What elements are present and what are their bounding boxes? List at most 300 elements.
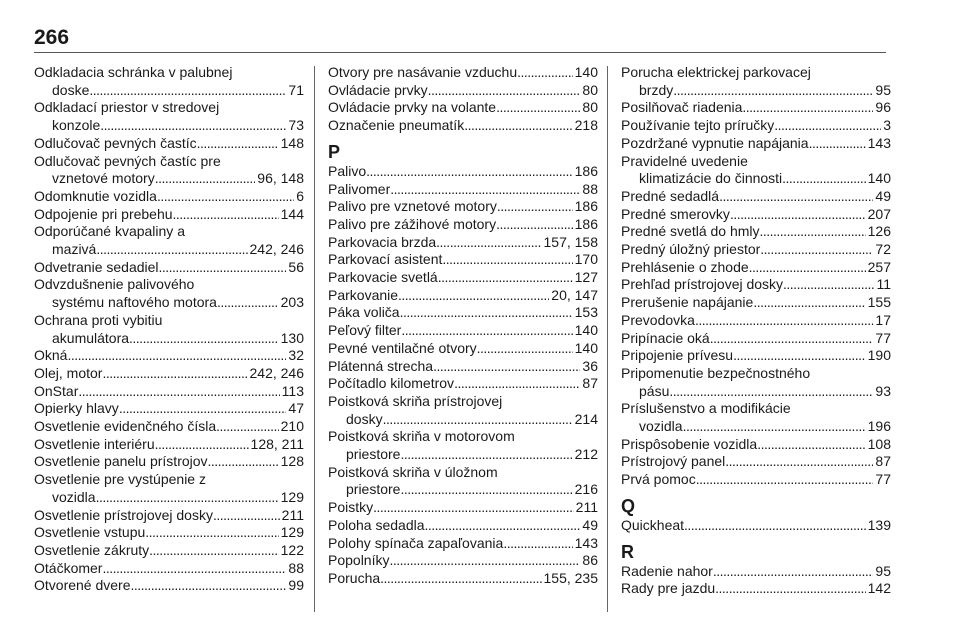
index-entry-term: Popolníky bbox=[328, 552, 390, 569]
index-letter-heading: R bbox=[621, 541, 634, 562]
index-entry-pages: 127 bbox=[574, 269, 598, 286]
index-entry bbox=[328, 358, 598, 376]
index-entry-term: Ovládacie prvky na volante bbox=[328, 99, 497, 116]
index-entry-pages: 210 bbox=[280, 418, 304, 435]
dot-leader bbox=[438, 269, 573, 287]
index-entry-term: Parkovací asistent bbox=[328, 251, 443, 268]
dot-leader bbox=[155, 436, 249, 454]
index-entry-pages: 77 bbox=[875, 471, 891, 488]
index-entry bbox=[34, 188, 304, 206]
index-entry bbox=[328, 552, 598, 570]
index-entry bbox=[328, 393, 598, 428]
index-entry-term: Počítadlo kilometrov bbox=[328, 375, 455, 392]
index-entry-text: Odporúčané kvapaliny a bbox=[34, 223, 185, 240]
index-entry-term: Osvetlenie evidenčného čísla bbox=[34, 418, 217, 435]
index-entry-pages: 140 bbox=[574, 339, 598, 356]
dot-leader bbox=[96, 489, 279, 507]
dot-leader bbox=[119, 400, 287, 418]
index-entry bbox=[621, 365, 891, 400]
index-entry-pages: 72 bbox=[875, 241, 891, 258]
index-entry bbox=[34, 153, 304, 188]
index-entry bbox=[621, 117, 891, 135]
index-entry-term: Palivomer bbox=[328, 180, 391, 197]
index-entry bbox=[328, 535, 598, 553]
index-column-3 bbox=[621, 64, 891, 598]
dot-leader bbox=[503, 535, 572, 553]
index-entry bbox=[621, 223, 891, 241]
index-entry-term: Osvetlenie interiéru bbox=[34, 435, 155, 452]
index-entry bbox=[621, 294, 891, 312]
dot-leader bbox=[131, 577, 287, 595]
index-entry-text: Odvzdušnenie palivového bbox=[34, 276, 195, 293]
dot-leader bbox=[401, 322, 572, 340]
index-entry-pages: 99 bbox=[288, 577, 304, 594]
index-entry-pages: 32 bbox=[288, 347, 304, 364]
index-entry-pages: 196 bbox=[867, 418, 891, 435]
index-entry-term: Pozdržané vypnutie napájania bbox=[621, 134, 809, 151]
index-entry-pages: 71 bbox=[288, 81, 304, 98]
index-entry-term: klimatizácie do činnosti bbox=[639, 170, 783, 187]
index-entry-pages: 129 bbox=[280, 488, 304, 505]
index-entry-pages: 211 bbox=[575, 499, 598, 516]
index-entry-term: Páka voliča bbox=[328, 304, 400, 321]
index-entry-term: Ovládacie prvky bbox=[328, 81, 428, 98]
index-entry-term: Pripínacie oká bbox=[621, 329, 710, 346]
index-entry bbox=[328, 64, 598, 82]
dot-leader bbox=[742, 99, 873, 117]
index-entry-text: Príslušenstvo a modifikácie bbox=[621, 400, 791, 417]
index-entry-term: Olej, motor bbox=[34, 364, 103, 381]
index-entry-pages: 186 bbox=[574, 162, 598, 179]
index-entry bbox=[34, 436, 304, 454]
dot-leader bbox=[730, 206, 866, 224]
index-entry-term: Palivo pre zážihové motory bbox=[328, 215, 497, 232]
index-entry-term: Odvetranie sedadiel bbox=[34, 258, 159, 275]
index-entry-pages: 186 bbox=[574, 215, 598, 232]
index-entry-text: Odlučovač pevných častíc pre bbox=[34, 152, 221, 169]
dot-leader bbox=[782, 170, 865, 188]
index-entry-term: priestore bbox=[346, 481, 401, 498]
dot-leader bbox=[436, 234, 541, 252]
index-entry-term: Otvory pre nasávanie vzduchu bbox=[328, 64, 518, 80]
dot-leader bbox=[683, 418, 866, 436]
index-entry-pages: 214 bbox=[574, 410, 598, 427]
dot-leader bbox=[67, 347, 286, 365]
index-entry-term: Predné svetlá do hmly bbox=[621, 223, 760, 240]
index-entry bbox=[34, 577, 304, 595]
index-entry-pages: 108 bbox=[867, 435, 891, 452]
column-divider bbox=[314, 66, 315, 612]
dot-leader bbox=[129, 330, 279, 348]
index-entry-term: mazivá bbox=[52, 241, 97, 258]
index-entry-pages: 56 bbox=[288, 258, 304, 275]
dot-leader bbox=[390, 181, 580, 199]
index-entry bbox=[621, 436, 891, 454]
dot-leader bbox=[145, 524, 278, 542]
index-entry-text: Pravidelné uvedenie bbox=[621, 152, 748, 169]
index-entry-pages: 80 bbox=[582, 99, 598, 116]
index-entry bbox=[328, 117, 598, 135]
index-entry bbox=[34, 524, 304, 542]
index-entry-pages: 143 bbox=[867, 134, 891, 151]
index-entry bbox=[328, 570, 598, 588]
dot-leader bbox=[433, 358, 580, 376]
dot-leader bbox=[425, 517, 581, 535]
index-entry-term: Prístrojový panel bbox=[621, 453, 726, 470]
index-entry bbox=[621, 259, 891, 277]
index-entry-term: Poistky bbox=[328, 499, 374, 516]
index-entry-term: vozidla bbox=[52, 488, 96, 505]
index-entry-pages: 142 bbox=[867, 580, 891, 597]
index-entry-pages: 122 bbox=[280, 541, 304, 558]
index-entry-term: Osvetlenie zákruty bbox=[34, 541, 150, 558]
index-entry-term: Otáčkomer bbox=[34, 559, 103, 576]
index-entry-pages: 77 bbox=[875, 329, 891, 346]
index-entry-term: Poloha sedadla bbox=[328, 516, 425, 533]
index-entry bbox=[34, 99, 304, 134]
dot-leader bbox=[774, 117, 881, 135]
index-entry-term: Palivo pre vznetové motory bbox=[328, 198, 497, 215]
index-entry bbox=[621, 241, 891, 259]
index-entry bbox=[34, 312, 304, 347]
index-entry bbox=[34, 560, 304, 578]
dot-leader bbox=[380, 570, 541, 588]
index-entry bbox=[621, 312, 891, 330]
index-entry bbox=[328, 234, 598, 252]
index-entry-pages: 87 bbox=[582, 375, 598, 392]
index-entry bbox=[621, 206, 891, 224]
index-entry bbox=[328, 269, 598, 287]
index-entry-term: pásu bbox=[639, 382, 670, 399]
index-entry-pages: 88 bbox=[582, 180, 598, 197]
dot-leader bbox=[96, 241, 247, 259]
index-entry-text: Pripomenutie bezpečnostného bbox=[621, 364, 811, 381]
index-entry-term: Plátenná strecha bbox=[328, 357, 434, 374]
index-entry-pages: 95 bbox=[875, 562, 891, 579]
index-entry bbox=[34, 206, 304, 224]
index-entry bbox=[328, 340, 598, 358]
index-entry-pages: 6 bbox=[296, 187, 304, 204]
index-entry-pages: 212 bbox=[574, 446, 598, 463]
index-entry-pages: 11 bbox=[876, 276, 891, 293]
index-entry-term: Osvetlenie panelu prístrojov bbox=[34, 453, 208, 470]
index-entry bbox=[328, 287, 598, 305]
index-entry-term: Prehľad prístrojovej dosky bbox=[621, 276, 784, 293]
dot-leader bbox=[442, 251, 572, 269]
index-entry-term: Odpojenie pri prebehu bbox=[34, 205, 173, 222]
index-entry-term: Otvorené dvere bbox=[34, 577, 131, 594]
dot-leader bbox=[809, 135, 866, 153]
index-entry-pages: 113 bbox=[281, 382, 304, 399]
dot-leader bbox=[696, 471, 874, 489]
index-entry-term: dosky bbox=[346, 410, 383, 427]
index-entry-pages: 88 bbox=[288, 559, 304, 576]
index-entry-pages: 128, 211 bbox=[250, 435, 304, 452]
index-entry bbox=[328, 82, 598, 100]
index-entry bbox=[621, 330, 891, 348]
dot-leader bbox=[760, 241, 873, 259]
index-entry-pages: 157, 158 bbox=[543, 233, 598, 250]
index-entry bbox=[34, 276, 304, 311]
dot-leader bbox=[400, 446, 572, 464]
index-entry-pages: 96, 148 bbox=[257, 170, 304, 187]
dot-leader bbox=[673, 82, 873, 100]
index-entry-term: vznetové motory bbox=[52, 170, 155, 187]
index-entry bbox=[621, 64, 891, 99]
dot-leader bbox=[149, 542, 278, 560]
index-entry-pages: 47 bbox=[288, 400, 304, 417]
index-entry-text: Osvetlenie pre vystúpenie z bbox=[34, 471, 206, 488]
dot-leader bbox=[89, 82, 286, 100]
index-entry-term: Rady pre jazdu bbox=[621, 580, 716, 597]
index-entry-text: Odkladacia schránka v palubnej bbox=[34, 64, 233, 80]
index-entry-term: konzole bbox=[52, 117, 101, 134]
index-letter-heading: Q bbox=[621, 495, 636, 516]
dot-leader bbox=[733, 347, 866, 365]
column-divider bbox=[607, 66, 608, 612]
dot-leader bbox=[753, 294, 865, 312]
index-entry bbox=[34, 542, 304, 560]
index-entry-term: vozidla bbox=[639, 418, 683, 435]
dot-leader bbox=[715, 580, 865, 598]
index-entry bbox=[34, 507, 304, 525]
index-entry-pages: 139 bbox=[867, 516, 891, 533]
index-entry-pages: 80 bbox=[582, 81, 598, 98]
dot-leader bbox=[496, 216, 573, 234]
dot-leader bbox=[366, 163, 573, 181]
index-entry-pages: 140 bbox=[867, 170, 891, 187]
dot-leader bbox=[197, 135, 279, 153]
index-entry-term: Osvetlenie prístrojovej dosky bbox=[34, 506, 213, 523]
index-entry-term: Pevné ventilačné otvory bbox=[328, 339, 477, 356]
index-entry-term: Radenie nahor bbox=[621, 562, 713, 579]
index-entry-term: Prevodovka bbox=[621, 311, 695, 328]
dot-leader bbox=[78, 383, 279, 401]
index-entry-text: Odkladací priestor v stredovej bbox=[34, 99, 220, 116]
index-entry bbox=[34, 471, 304, 506]
index-entry-term: Parkovacie svetlá bbox=[328, 269, 438, 286]
index-entry-pages: 49 bbox=[875, 187, 891, 204]
index-entry-term: Peľový filter bbox=[328, 322, 402, 339]
index-entry bbox=[34, 383, 304, 401]
dot-leader bbox=[464, 117, 572, 135]
index-entry-pages: 144 bbox=[280, 205, 304, 222]
index-entry-term: Predné smerovky bbox=[621, 205, 730, 222]
index-entry-term: Osvetlenie vstupu bbox=[34, 524, 146, 541]
index-entry-term: Prispôsobenie vozidla bbox=[621, 435, 758, 452]
dot-leader bbox=[373, 499, 574, 517]
dot-leader bbox=[100, 117, 286, 135]
index-entry-pages: 155, 235 bbox=[543, 569, 598, 586]
dot-leader bbox=[217, 294, 279, 312]
index-entry bbox=[328, 464, 598, 499]
index-entry bbox=[328, 304, 598, 322]
index-entry bbox=[328, 428, 598, 463]
index-entry-pages: 130 bbox=[280, 329, 304, 346]
index-entry-pages: 87 bbox=[875, 453, 891, 470]
dot-leader bbox=[173, 206, 279, 224]
index-entry-pages: 17 bbox=[875, 311, 891, 328]
index-entry-term: brzdy bbox=[639, 81, 674, 98]
index-entry-text: Poistková skriňa prístrojovej bbox=[328, 392, 503, 409]
index-entry-pages: 129 bbox=[280, 524, 304, 541]
index-entry-pages: 207 bbox=[867, 205, 891, 222]
index-entry-pages: 153 bbox=[574, 304, 598, 321]
dot-leader bbox=[517, 64, 573, 82]
index-entry-pages: 73 bbox=[288, 117, 304, 134]
dot-leader bbox=[383, 411, 573, 429]
index-entry-pages: 95 bbox=[875, 81, 891, 98]
index-entry-term: Opierky hlavy bbox=[34, 400, 119, 417]
dot-leader bbox=[749, 259, 866, 277]
index-column-2 bbox=[328, 64, 598, 588]
index-entry-term: Odlučovač pevných častíc bbox=[34, 134, 197, 151]
index-entry-pages: 242, 246 bbox=[249, 241, 304, 258]
dot-leader bbox=[783, 276, 874, 294]
dot-leader bbox=[428, 82, 581, 100]
index-entry bbox=[621, 471, 891, 489]
index-entry bbox=[621, 347, 891, 365]
dot-leader bbox=[719, 188, 873, 206]
index-entry-pages: 170 bbox=[574, 251, 598, 268]
dot-leader bbox=[208, 453, 279, 471]
index-entry-term: Pripojenie prívesu bbox=[621, 347, 734, 364]
index-entry bbox=[328, 216, 598, 234]
index-entry-pages: 86 bbox=[582, 552, 598, 569]
index-entry bbox=[328, 181, 598, 199]
index-entry bbox=[34, 400, 304, 418]
dot-leader bbox=[497, 198, 573, 216]
index-entry-term: Označenie pneumatík bbox=[328, 117, 465, 134]
index-entry-pages: 143 bbox=[574, 534, 598, 551]
dot-leader bbox=[725, 453, 873, 471]
index-entry-term: priestore bbox=[346, 446, 401, 463]
index-entry-pages: 148 bbox=[280, 134, 304, 151]
index-entry-term: Porucha bbox=[328, 569, 381, 586]
index-entry-term: doske bbox=[52, 81, 90, 98]
index-entry bbox=[621, 400, 891, 435]
dot-leader bbox=[760, 223, 866, 241]
dot-leader bbox=[454, 375, 580, 393]
dot-leader bbox=[398, 287, 549, 305]
index-entry-term: Parkovanie bbox=[328, 286, 399, 303]
dot-leader bbox=[710, 330, 874, 348]
index-entry-text: Poistková skriňa v úložnom bbox=[328, 463, 498, 480]
index-entry bbox=[34, 347, 304, 365]
index-entry-text: Porucha elektrickej parkovacej bbox=[621, 64, 811, 80]
index-entry bbox=[621, 517, 891, 535]
index-entry-pages: 257 bbox=[867, 258, 891, 275]
index-entry-term: Používanie tejto príručky bbox=[621, 117, 775, 134]
index-entry bbox=[621, 276, 891, 294]
index-entry-text: Poistková skriňa v motorovom bbox=[328, 428, 515, 445]
index-entry-pages: 211 bbox=[281, 506, 304, 523]
index-entry-pages: 216 bbox=[574, 481, 598, 498]
index-entry-pages: 36 bbox=[582, 357, 598, 374]
dot-leader bbox=[389, 552, 580, 570]
index-entry bbox=[621, 188, 891, 206]
dot-leader bbox=[496, 99, 580, 117]
index-entry bbox=[34, 259, 304, 277]
index-entry-pages: 155 bbox=[867, 294, 891, 311]
header-rule bbox=[34, 52, 886, 53]
index-entry bbox=[621, 563, 891, 581]
dot-leader bbox=[684, 517, 866, 535]
index-entry bbox=[328, 499, 598, 517]
index-entry-term: Quickheat bbox=[621, 516, 685, 533]
index-entry bbox=[34, 418, 304, 436]
index-entry-term: Predný úložný priestor bbox=[621, 241, 761, 258]
dot-leader bbox=[400, 481, 572, 499]
index-entry-pages: 190 bbox=[867, 347, 891, 364]
index-column-1 bbox=[34, 64, 304, 595]
dot-leader bbox=[213, 507, 280, 525]
index-entry-pages: 218 bbox=[574, 117, 598, 134]
index-entry bbox=[328, 198, 598, 216]
index-entry bbox=[34, 135, 304, 153]
index-entry bbox=[621, 135, 891, 153]
index-entry-pages: 126 bbox=[867, 223, 891, 240]
dot-leader bbox=[695, 312, 873, 330]
index-entry-pages: 203 bbox=[280, 294, 304, 311]
dot-leader bbox=[216, 418, 279, 436]
index-entry bbox=[328, 375, 598, 393]
index-entry bbox=[621, 153, 891, 188]
dot-leader bbox=[102, 560, 286, 578]
index-entry-pages: 242, 246 bbox=[249, 364, 304, 381]
index-entry-term: Odomknutie vozidla bbox=[34, 187, 157, 204]
index-entry-pages: 3 bbox=[883, 117, 891, 134]
dot-leader bbox=[477, 340, 573, 358]
index-entry-term: Polohy spínača zapaľovania bbox=[328, 534, 504, 551]
index-entry-pages: 93 bbox=[875, 382, 891, 399]
index-entry bbox=[34, 365, 304, 383]
index-entry bbox=[34, 453, 304, 471]
index-entry bbox=[621, 580, 891, 598]
dot-leader bbox=[157, 188, 294, 206]
index-entry-pages: 140 bbox=[574, 64, 598, 80]
index-entry-term: OnStar bbox=[34, 382, 79, 399]
index-entry bbox=[34, 223, 304, 258]
dot-leader bbox=[713, 563, 874, 581]
index-entry bbox=[621, 453, 891, 471]
index-entry-pages: 20, 147 bbox=[551, 286, 598, 303]
index-entry-pages: 140 bbox=[574, 322, 598, 339]
index-entry-term: Parkovacia brzda bbox=[328, 233, 437, 250]
index-entry-pages: 96 bbox=[875, 99, 891, 116]
index-entry-term: Palivo bbox=[328, 162, 367, 179]
dot-leader bbox=[159, 259, 287, 277]
index-entry bbox=[621, 99, 891, 117]
index-entry-term: Predné sedadlá bbox=[621, 187, 720, 204]
index-entry bbox=[328, 322, 598, 340]
index-entry bbox=[328, 517, 598, 535]
index-entry-pages: 186 bbox=[574, 198, 598, 215]
index-entry-term: Okná bbox=[34, 347, 68, 364]
index-entry-pages: 128 bbox=[280, 453, 304, 470]
index-entry-term: Prerušenie napájanie bbox=[621, 294, 754, 311]
index-entry bbox=[34, 64, 304, 99]
index-entry-term: Posilňovač riadenia bbox=[621, 99, 743, 116]
index-letter-heading: P bbox=[328, 141, 341, 162]
page-number: 266 bbox=[34, 26, 70, 49]
index-entry-pages: 49 bbox=[582, 516, 598, 533]
index-entry-text: Ochrana proti vybitiu bbox=[34, 311, 163, 328]
dot-leader bbox=[757, 436, 865, 454]
index-entry bbox=[328, 251, 598, 269]
dot-leader bbox=[155, 170, 256, 188]
index-entry bbox=[328, 99, 598, 117]
